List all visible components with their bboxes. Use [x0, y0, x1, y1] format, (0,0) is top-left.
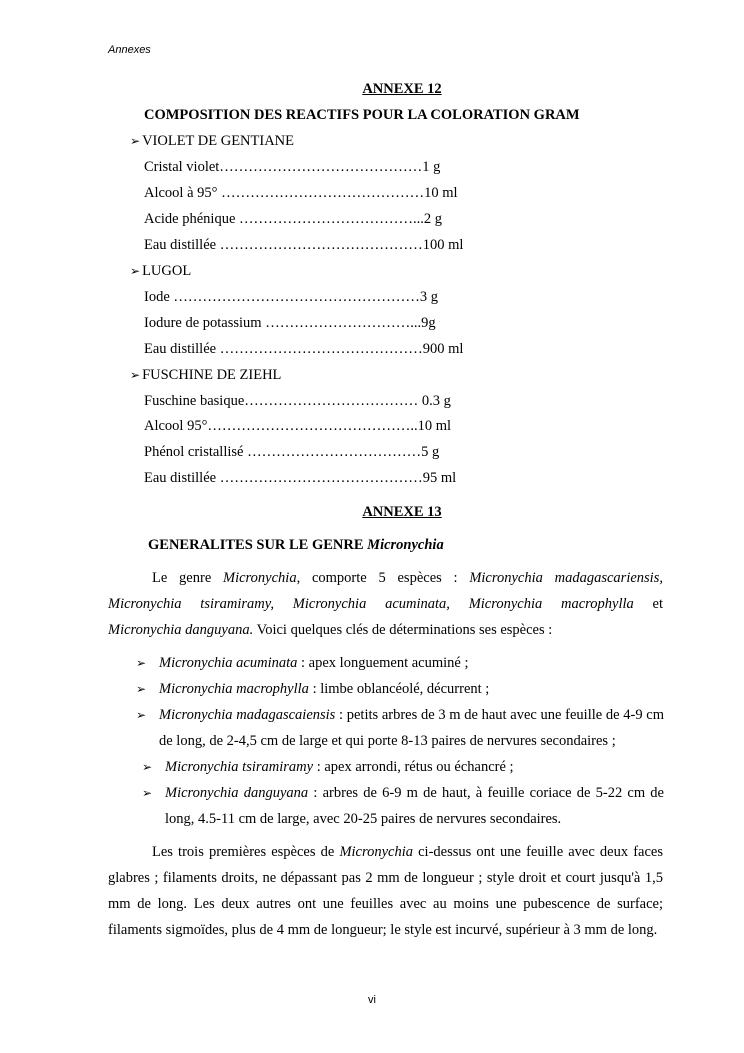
reagent-line: Phénol cristallisé ………………………………5 g: [144, 444, 440, 460]
key-item: ➢ Micronychia madagascaiensis : petits arbres de 3 m de haut avec une feuille de 4-9 cm de long, de 2-4,5 cm de large et qui porte 8-13 paires de nervures secondaires ;: [136, 702, 664, 754]
section-title: FUSCHINE DE ZIEHL: [142, 367, 282, 383]
section-title: LUGOL: [142, 263, 192, 279]
intro-line: Le genre Micronychia, comporte 5 espèces : Micronychia madagascariensis,: [152, 570, 663, 586]
arrow-bullet-icon: ➢: [142, 786, 153, 800]
arrow-bullet-icon: ➢: [130, 368, 141, 382]
arrow-bullet-icon: ➢: [136, 682, 147, 696]
reagent-line: Cristal violet……………………………………1 g: [144, 159, 441, 175]
reagent-line: Alcool à 95° ……………………………………10 ml: [144, 185, 458, 201]
conclusion-text: Les trois premières espèces de Micronychia ci-dessus ont une feuille avec deux faces glabres ; filaments droits, ne dépassant pas 2 mm de longueur ; style droit et court jusqu'à 1,5 mm de long. Les deux autres ont une feuilles avec au moins une pubescence de surface; filaments sigmoïdes, plus de 4 mm de longueur; le style est incurvé, supérieur à 3 mm de long.: [108, 844, 663, 938]
key-item: ➢ Micronychia danguyana : arbres de 6-9 m de haut, à feuille coriace de 5-22 cm de long, 4.5-11 cm de large, avec 20-25 paires de nervures secondaires.: [142, 780, 664, 832]
page-number: vi: [368, 994, 376, 1006]
annexe-12-title: ANNEXE 12: [362, 81, 442, 97]
arrow-bullet-icon: ➢: [130, 264, 141, 278]
arrow-bullet-icon: ➢: [130, 134, 141, 148]
key-item: ➢ Micronychia macrophylla : limbe oblancéolé, décurrent ;: [136, 676, 664, 702]
heading-genus: Micronychia: [367, 537, 444, 553]
reagent-line: Eau distillée ……………………………………900 ml: [144, 341, 464, 357]
intro-line: Micronychia tsiramiramy, Micronychia acuminata, Micronychia macrophylla et: [108, 596, 663, 612]
arrow-bullet-icon: ➢: [136, 656, 147, 670]
reagent-line: Acide phénique ………………………………...2 g: [144, 211, 443, 227]
conclusion-paragraph: [108, 839, 663, 943]
annexe-13-heading: [148, 537, 444, 554]
arrow-bullet-icon: ➢: [136, 708, 147, 722]
reagent-line: Alcool 95°……………………………………..10 ml: [144, 418, 452, 434]
intro-line: Micronychia danguyana. Voici quelques clés de déterminations ses espèces :: [108, 622, 553, 638]
section-lugol: [130, 263, 191, 280]
section-fuschine-de-ziehl: [130, 367, 281, 384]
reagent-line: Iode ……………………………………………3 g: [144, 289, 439, 305]
section-title: VIOLET DE GENTIANE: [142, 133, 295, 149]
reagent-line: Eau distillée ……………………………………100 ml: [144, 237, 464, 253]
key-item: ➢ Micronychia acuminata : apex longuement acuminé ;: [136, 650, 664, 676]
intro-paragraph: [108, 565, 663, 643]
reagent-line: Fuschine basique……………………………… 0.3 g: [144, 393, 451, 409]
arrow-bullet-icon: ➢: [142, 760, 153, 774]
section-violet-de-gentiane: [130, 133, 294, 150]
reagent-line: Iodure de potassium …………………………...9g: [144, 315, 436, 331]
running-header: Annexes: [108, 44, 151, 56]
key-item: ➢ Micronychia tsiramiramy : apex arrondi, rétus ou échancré ;: [142, 754, 664, 780]
annexe-12-heading: COMPOSITION DES REACTIFS POUR LA COLORATION GRAM: [144, 107, 580, 123]
annexe-13-title: ANNEXE 13: [362, 504, 442, 520]
heading-text: GENERALITES SUR LE GENRE: [148, 537, 368, 553]
reagent-line: Eau distillée ……………………………………95 ml: [144, 470, 457, 486]
